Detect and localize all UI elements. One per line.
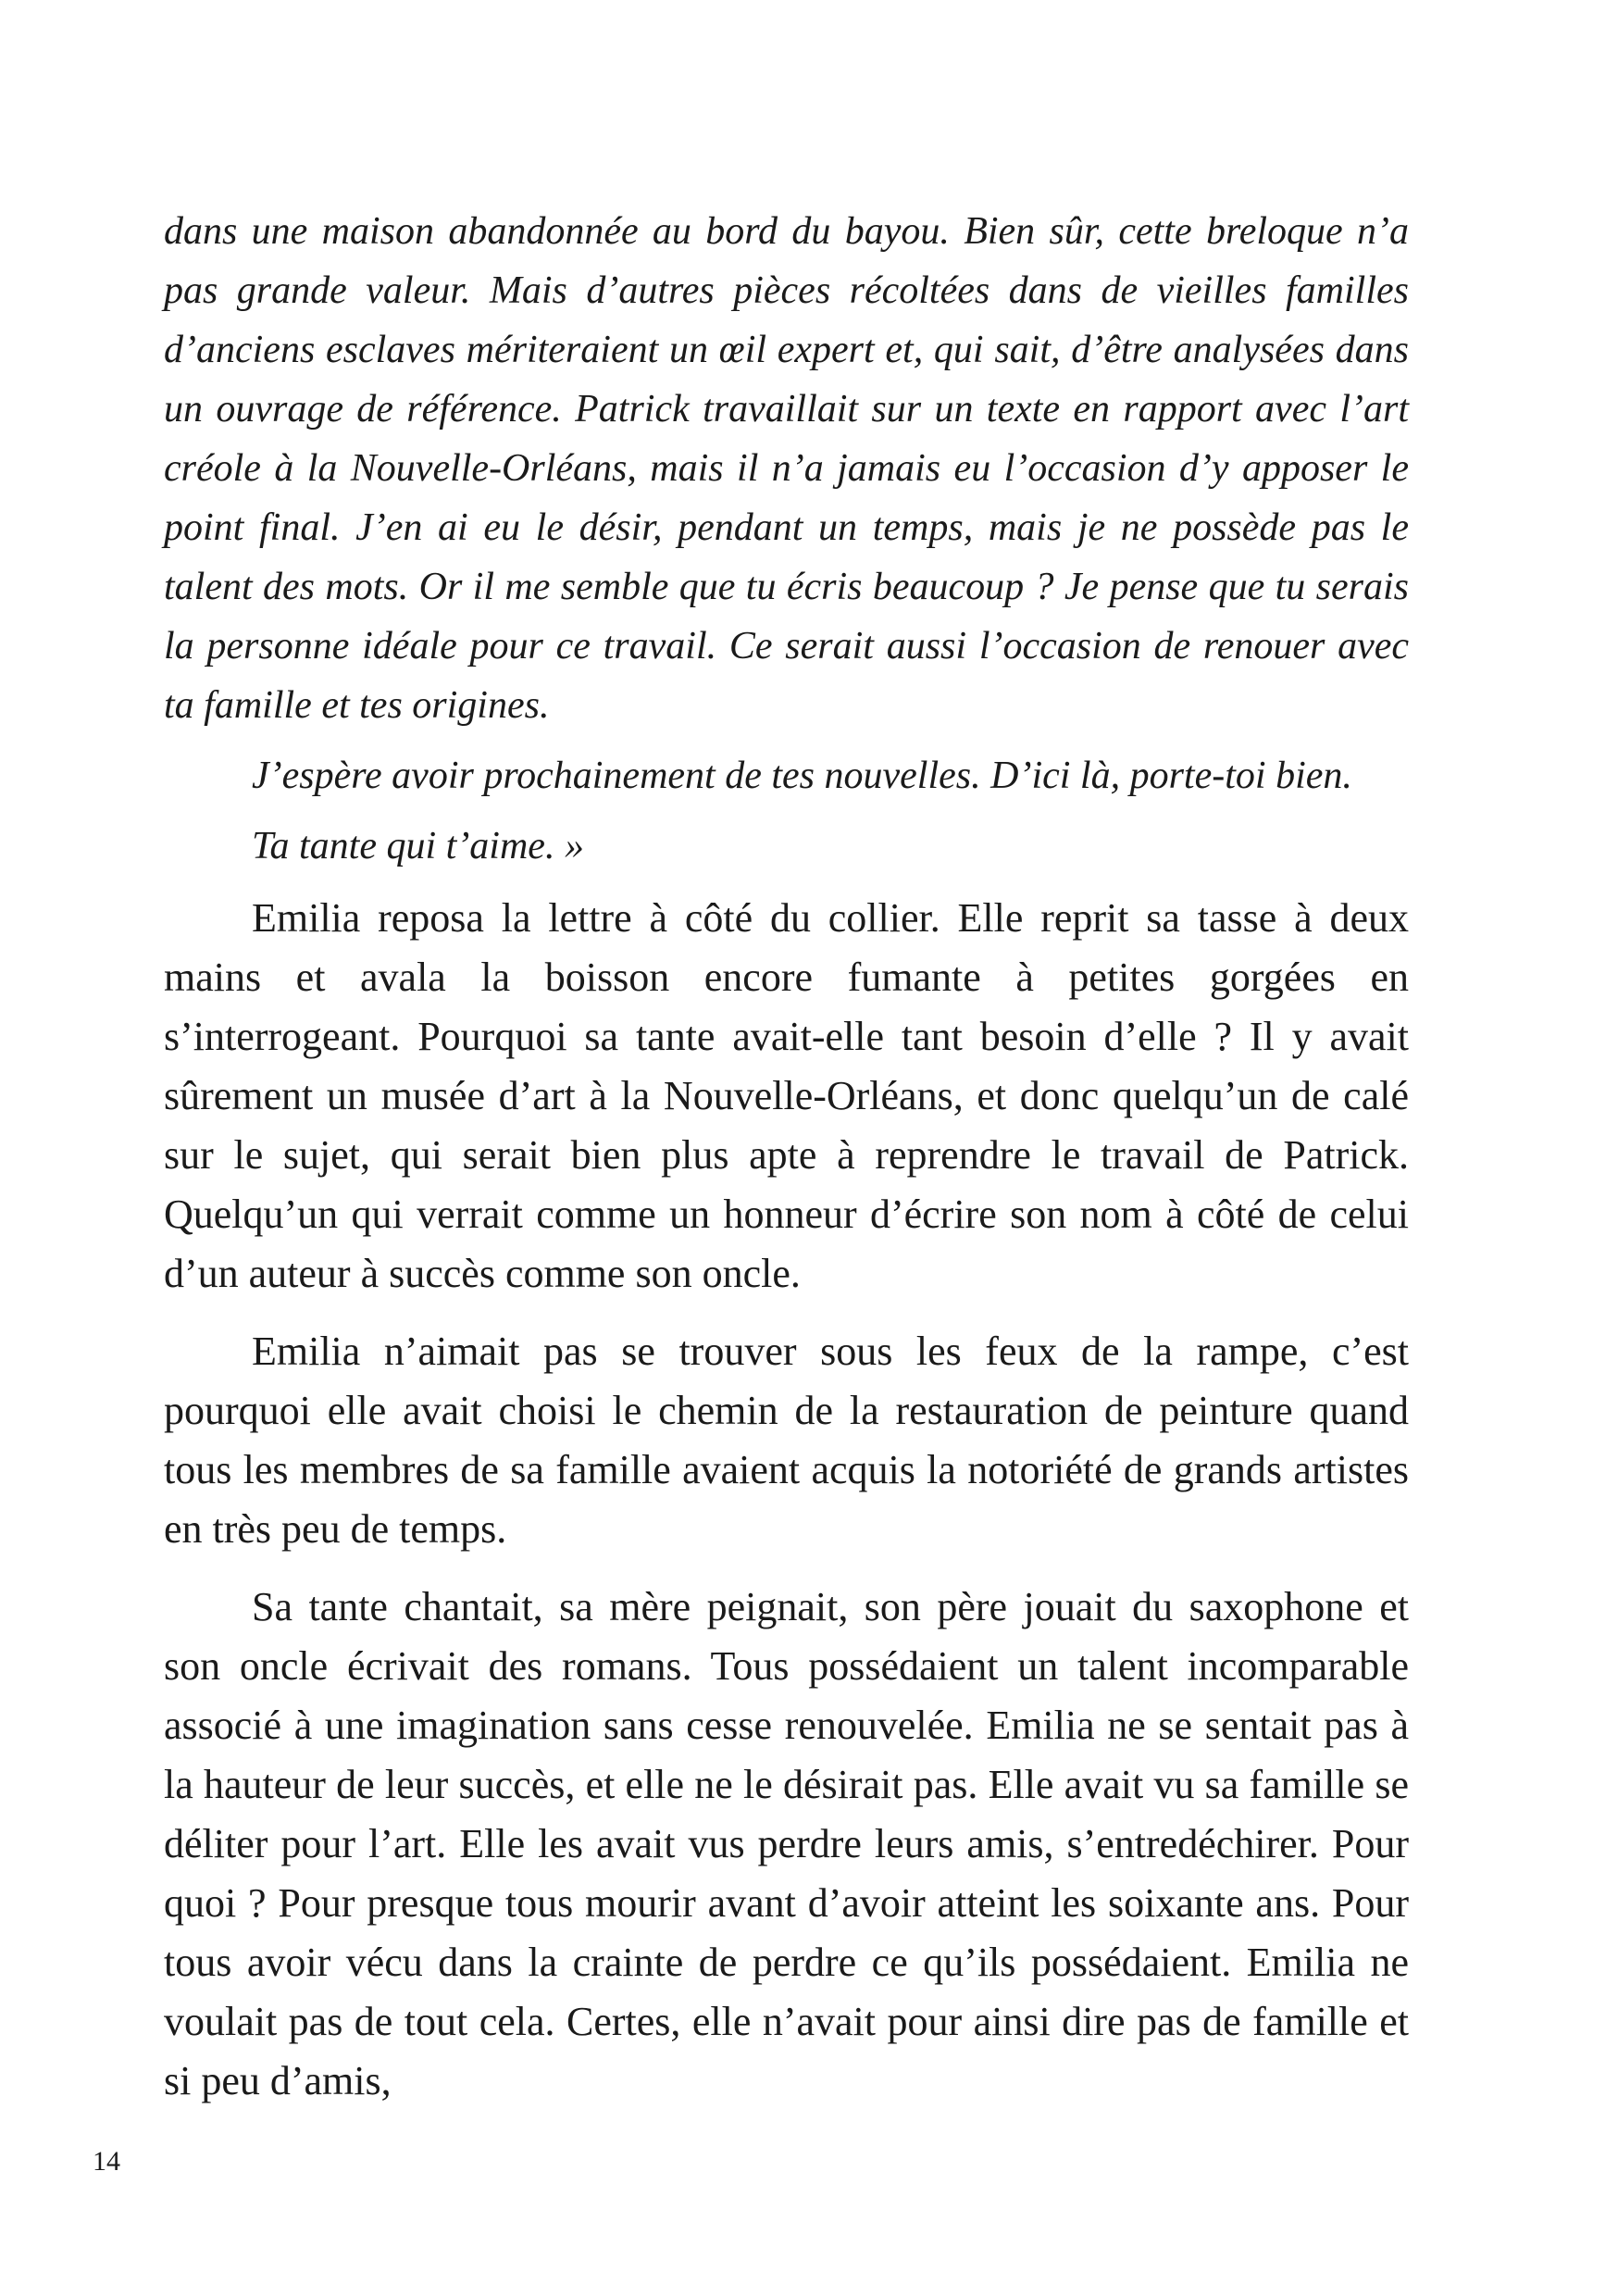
letter-signature: Ta tante qui t’aime. » [252, 825, 584, 867]
page-number: 14 [93, 2146, 120, 2177]
letter-continuation-paragraph: dans une maison abandonnée au bord du bayou. Bien sûr, cette breloque n’a pas grande valeur. Mais d’autres pièces récoltées dans de vieilles familles d’anciens esclaves mériteraient un œil expert et, qui sait, d’être analysées dans un ouvrage de référence. Patrick travaillait sur un texte en rapport avec l’art créole à la Nouvelle-Orléans, mais il n’a jamais eu l’occasion d’y apposer le point final. J’en ai eu le désir, pendant un temps, mais je ne possède pas le talent des mots. Or il me semble que tu écris beaucoup ? Je pense que tu serais la personne idéale pour ce travail. Ce serait aussi l’occasion de renouer avec ta famille et tes origines. [164, 210, 1409, 727]
narrative-paragraph: Emilia n’aimait pas se trouver sous les feux de la rampe, c’est pourquoi elle avait choisi le chemin de la restauration de peinture quand tous les membres de sa famille avaient acquis la notoriété de grands artistes en très peu de temps. [164, 1329, 1409, 1552]
letter-excerpt [164, 202, 1409, 876]
narrative-paragraph: Emilia reposa la lettre à côté du collier. Elle reprit sa tasse à deux mains et avala la boisson encore fumante à petites gorgées en s’interrogeant. Pourquoi sa tante avait-elle tant besoin d’elle ? Il y avait sûrement un musée d’art à la Nouvelle-Orléans, et donc quelqu’un de calé sur le sujet, qui serait bien plus apte à reprendre le travail de Patrick. Quelqu’un qui verrait comme un honneur d’écrire son nom à côté de celui d’un auteur à succès comme son oncle. [164, 895, 1409, 1296]
narrative-text [164, 889, 1409, 2129]
letter-closing-wish: J’espère avoir prochainement de tes nouvelles. D’ici là, porte-toi bien. [252, 755, 1352, 797]
narrative-paragraph: Sa tante chantait, sa mère peignait, son père jouait du saxophone et son oncle écrivait des romans. Tous possédaient un talent incomparable associé à une imagination sans cesse renouvelée. Emilia ne se sentait pas à la hauteur de leur succès, et elle ne le désirait pas. Elle avait vu sa famille se déliter pour l’art. Elle les avait vus perdre leurs amis, s’entredéchirer. Pour quoi ? Pour presque tous mourir avant d’avoir atteint les soixante ans. Pour tous avoir vécu dans la crainte de perdre ce qu’ils possédaient. Emilia ne voulait pas de tout cela. Certes, elle n’avait pour ainsi dire pas de famille et si peu d’amis, [164, 1584, 1409, 2103]
